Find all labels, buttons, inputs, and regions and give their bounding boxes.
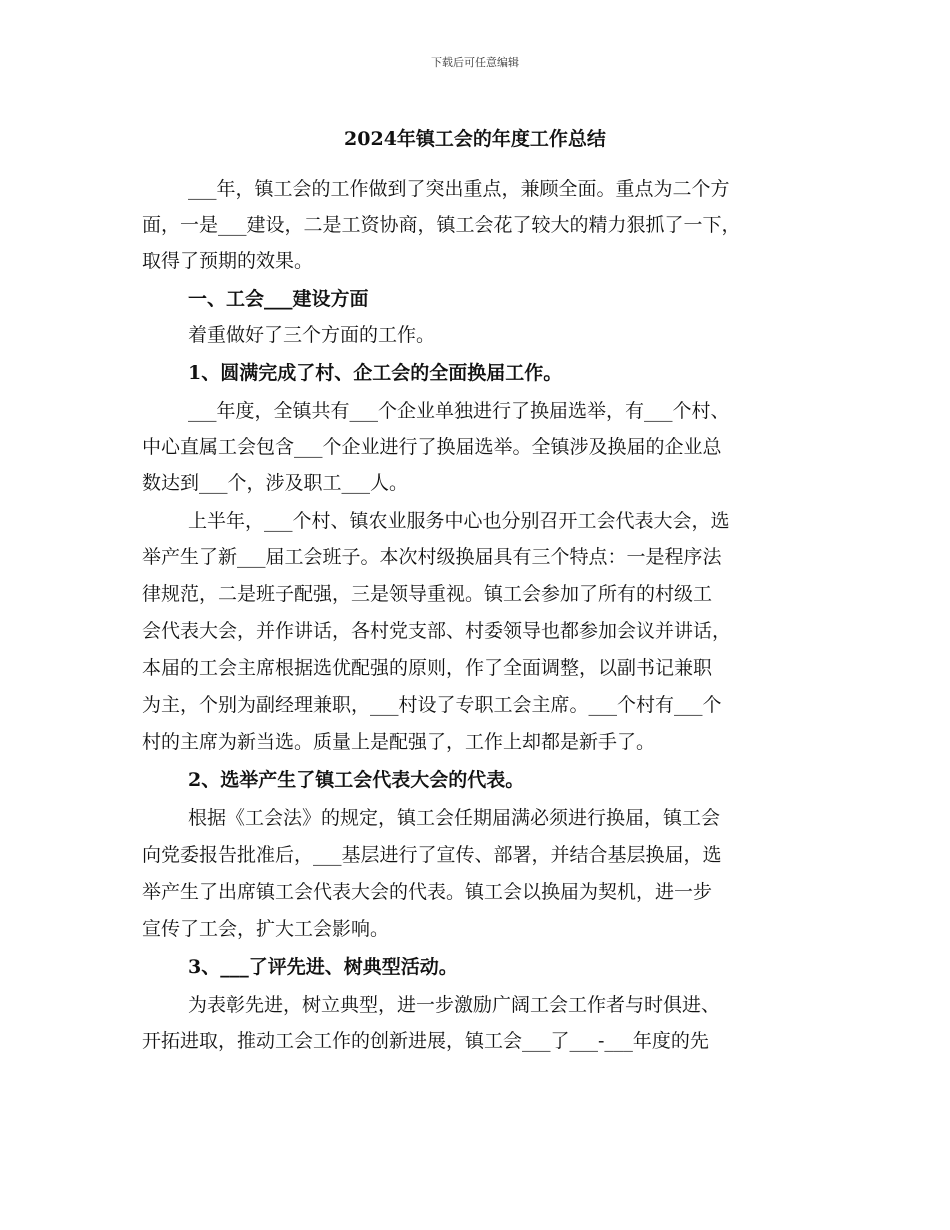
- body-line: 为表彰先进，树立典型，进一步激励广阔工会工作者与时俱进、: [188, 994, 721, 1016]
- body-line: 面，一是___建设，二是工资协商，镇工会花了较大的精力狠抓了一下，: [142, 214, 741, 236]
- body-line: 为主，个别为副经理兼职，___村设了专职工会主席。___个村有___个: [142, 694, 722, 716]
- body-line: 根据《工会法》的规定，镇工会任期届满必须进行换届，镇工会: [188, 807, 721, 829]
- document-title: 2024年镇工会的年度工作总结: [344, 128, 606, 150]
- body-line: 举产生了出席镇工会代表大会的代表。镇工会以换届为契机，进一步: [142, 881, 713, 903]
- subsection-heading: 1、圆满完成了村、企工会的全面换届工作。: [188, 362, 563, 384]
- body-line: 取得了预期的效果。: [142, 250, 314, 272]
- body-line: 上半年，___个村、镇农业服务中心也分别召开工会代表大会，选: [188, 510, 730, 532]
- body-line: 中心直属工会包含___个企业进行了换届选举。全镇涉及换届的企业总: [142, 436, 722, 458]
- body-line: 宣传了工会，扩大工会影响。: [142, 918, 390, 940]
- body-line: 村的主席为新当选。质量上是配强了，工作上却都是新手了。: [142, 731, 656, 753]
- body-line: ___年，镇工会的工作做到了突出重点，兼顾全面。重点为二个方: [188, 178, 730, 200]
- body-line: 着重做好了三个方面的工作。: [188, 324, 436, 346]
- body-line: 开拓进取，推动工会工作的创新进展，镇工会___了___-___年度的先: [142, 1030, 709, 1052]
- body-line: 数达到___个，涉及职工___人。: [142, 472, 409, 494]
- body-line: 本届的工会主席根据选优配强的原则，作了全面调整，以副书记兼职: [142, 657, 713, 679]
- subsection-heading: 2、选举产生了镇工会代表大会的代表。: [188, 769, 525, 791]
- body-line: 向党委报告批准后，___基层进行了宣传、部署，并结合基层换届，选: [142, 844, 722, 866]
- body-line: 会代表大会，并作讲话，各村党支部、村委领导也都参加会议并讲话，: [142, 620, 732, 642]
- section-heading: 一、工会___建设方面: [188, 288, 369, 310]
- subsection-heading: 3、___了评先进、树典型活动。: [188, 956, 458, 978]
- body-line: 律规范，二是班子配强，三是领导重视。镇工会参加了所有的村级工: [142, 583, 713, 605]
- body-line: ___年度，全镇共有___个企业单独进行了换届选举，有___个村、: [188, 400, 730, 422]
- body-line: 举产生了新___届工会班子。本次村级换届具有三个特点：一是程序法: [142, 546, 722, 568]
- page-header: 下载后可任意编辑: [431, 56, 519, 69]
